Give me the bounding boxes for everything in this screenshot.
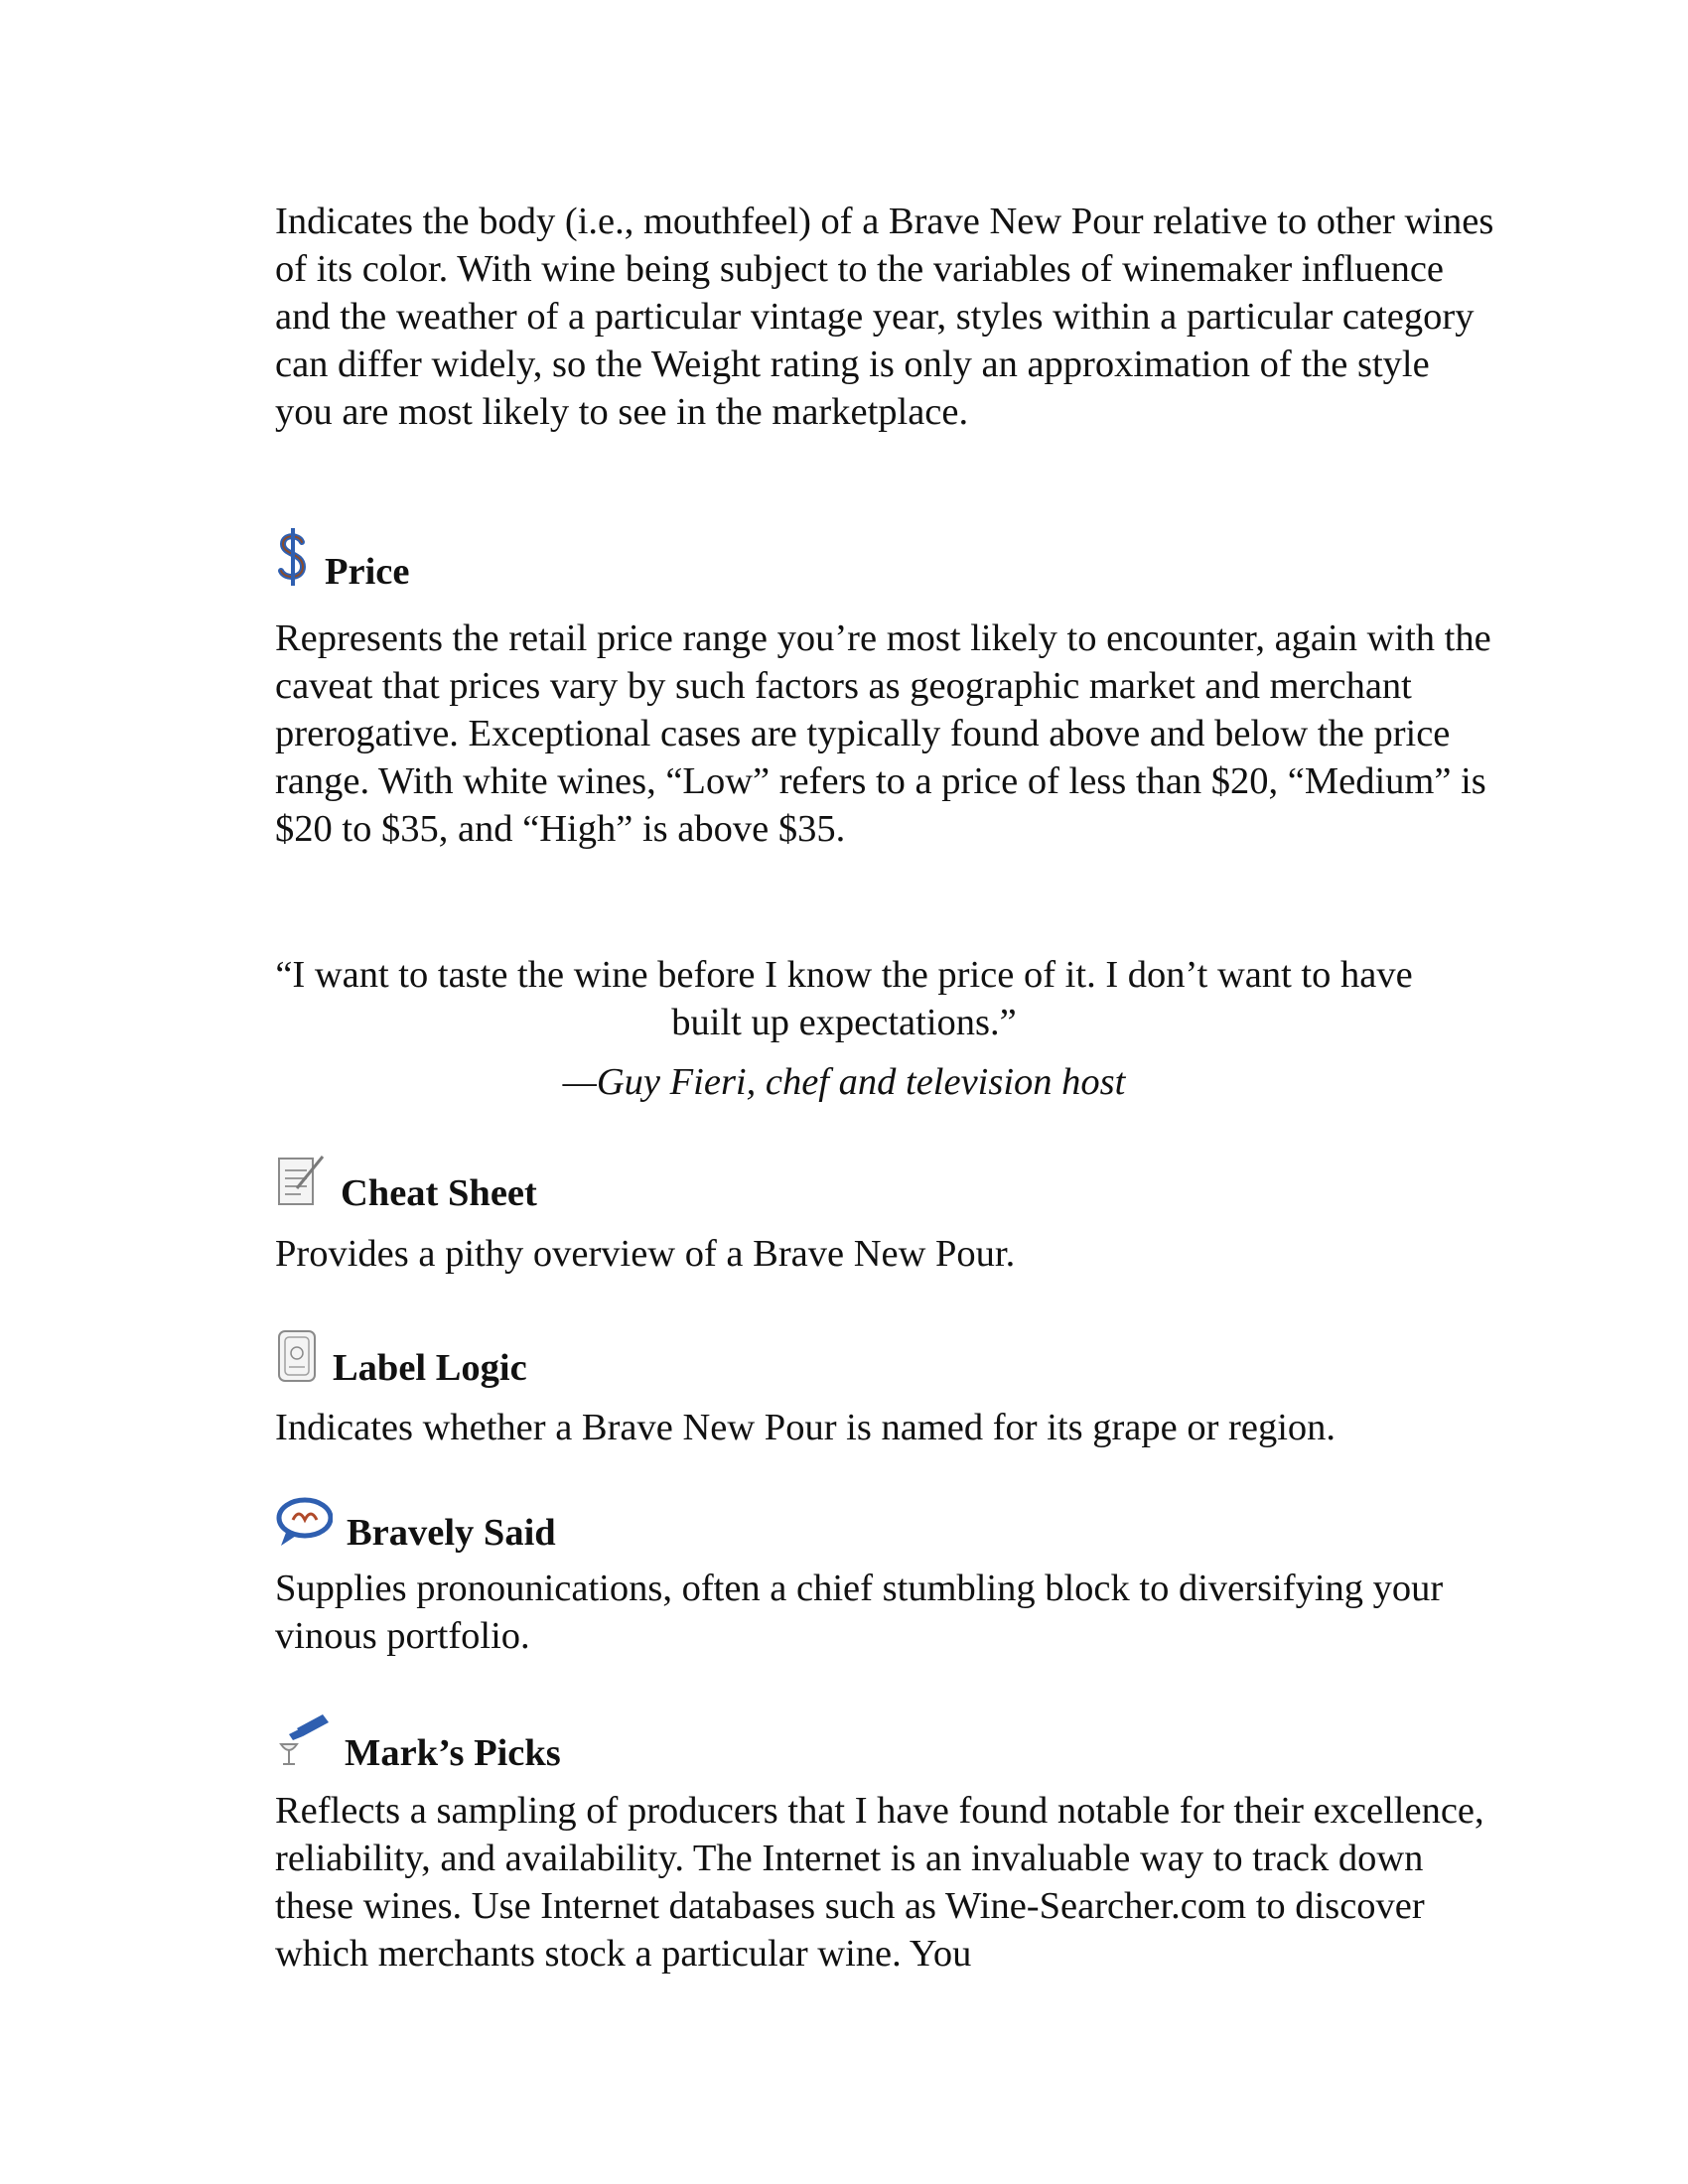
cheat-sheet-title: Cheat Sheet [341, 1172, 537, 1214]
marks-picks-heading [275, 1711, 561, 1775]
dollar-sign-icon [275, 525, 311, 594]
weight-description: Indicates the body (i.e., mouthfeel) of a Brave New Pour relative to other wines of its color. With wine being subject to the variables of winemaker influence and the weather of a particular vintage year, styles within a particular category can differ widely, so the Weight rating is only an approximation of the style you are most likely to see in the marketplace. [275, 201, 1494, 433]
wine-label-icon [275, 1327, 319, 1390]
label-logic-title: Label Logic [333, 1347, 527, 1389]
price-description: Represents the retail price range you’re most likely to encounter, again with the caveat that prices vary by such factors as geographic market and merchant prerogative. Exceptional cases are typically found above and below the price range. With white wines, “Low” refers to a price of less than $20, “Medium” is $20 to $35, and “High” is above $35. [275, 617, 1491, 850]
bravely-said-title: Bravely Said [347, 1512, 556, 1554]
label-logic-description: Indicates whether a Brave New Pour is named for its grape or region. [275, 1407, 1336, 1448]
marks-picks-description: Reflects a sampling of producers that I have found notable for their excellence, reliability, and availability. The Internet is an invaluable way to track down these wines. Use Internet databases such as Wine-Searcher.com to discover which merchants stock a particular wine. You [275, 1790, 1484, 1975]
price-heading [275, 530, 409, 594]
notepad-icon [275, 1153, 327, 1215]
pouring-bottle-icon [275, 1710, 331, 1775]
bravely-said-description: Supplies pronounications, often a chief stumbling block to diversifying your vinous portfolio. [275, 1568, 1444, 1657]
speech-bubble-icon [275, 1496, 333, 1555]
cheat-sheet-heading [275, 1152, 537, 1215]
cheat-sheet-description: Provides a pithy overview of a Brave New Pour. [275, 1233, 1016, 1275]
marks-picks-title: Mark’s Picks [345, 1732, 561, 1774]
label-logic-heading [275, 1326, 527, 1390]
quote-text: “I want to taste the wine before I know the price of it. I don’t want to have built up expectations.” [275, 954, 1413, 1043]
price-title: Price [325, 551, 410, 593]
bravely-said-heading [275, 1491, 556, 1555]
quote-attribution: —Guy Fieri, chef and television host [562, 1061, 1126, 1103]
